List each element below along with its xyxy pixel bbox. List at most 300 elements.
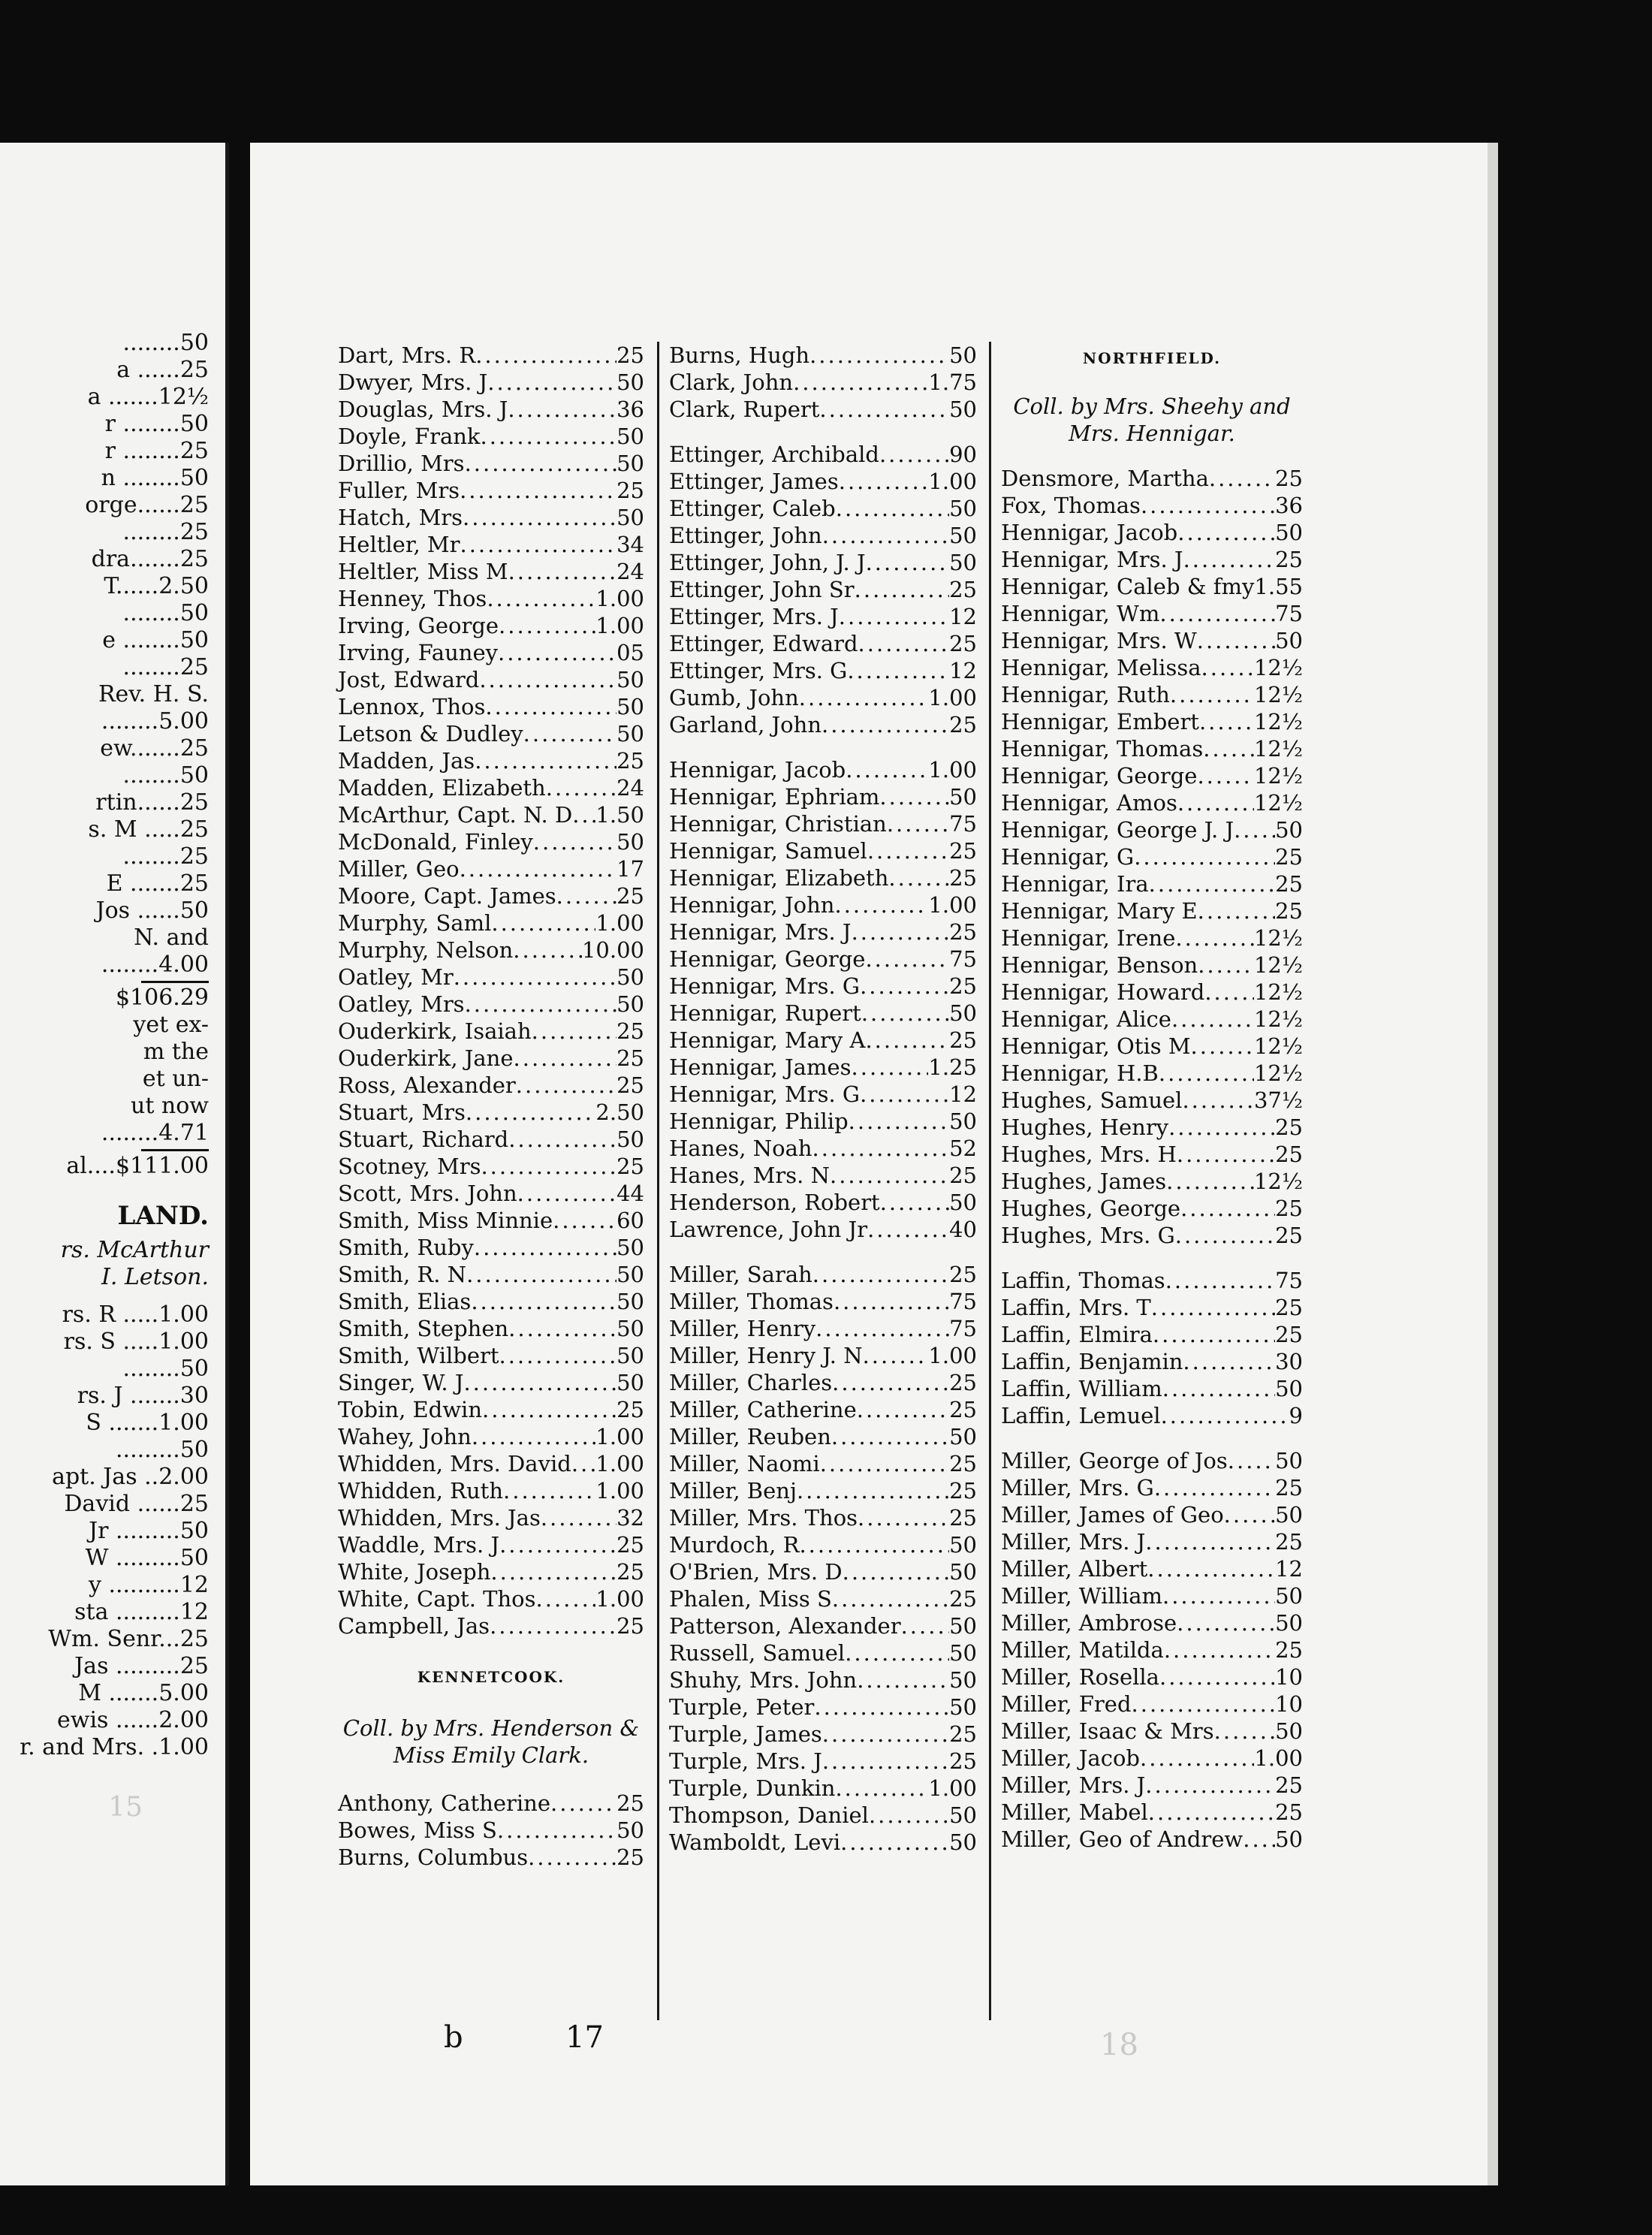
dot-leader xyxy=(869,1802,949,1829)
previous-page-line: David ......25 xyxy=(64,1491,209,1517)
list-item xyxy=(338,1531,644,1558)
entry-amount: 25 xyxy=(1275,547,1303,572)
dot-leader xyxy=(1177,1141,1275,1168)
entry-name: Hughes, Mrs. H xyxy=(1001,1142,1177,1167)
entry-name: Dwyer, Mrs. J xyxy=(338,369,488,395)
list-item xyxy=(338,1261,644,1288)
list-item xyxy=(1001,1745,1303,1772)
list-item xyxy=(338,1045,644,1072)
list-item xyxy=(669,1694,977,1721)
dot-leader xyxy=(860,1081,949,1108)
entry-name: Smith, Ruby xyxy=(338,1235,474,1260)
dot-leader xyxy=(1214,1718,1275,1745)
list-item xyxy=(1001,1528,1303,1555)
entry-name: Hatch, Mrs xyxy=(338,505,463,530)
entry-name: Hennigar, Mrs. J xyxy=(1001,547,1183,572)
entry-amount: 10 xyxy=(1275,1691,1303,1717)
dot-leader xyxy=(860,973,949,1000)
list-item xyxy=(1001,1222,1303,1249)
dot-leader xyxy=(822,522,949,549)
list-item xyxy=(669,1802,977,1829)
dot-leader xyxy=(482,1396,616,1423)
entry-amount: 34 xyxy=(616,532,644,557)
page xyxy=(250,143,1498,2185)
list-item xyxy=(669,657,977,684)
entry-amount: 25 xyxy=(1275,466,1303,491)
previous-page-line: ........5.00 xyxy=(101,708,209,734)
list-item xyxy=(338,909,644,937)
entry-name: Turple, Dunkin xyxy=(669,1775,836,1801)
previous-page-line: E .......25 xyxy=(106,870,209,897)
entry-name: Miller, Matilda xyxy=(1001,1637,1164,1663)
dot-leader xyxy=(516,1072,616,1099)
entry-amount: 10 xyxy=(1275,1664,1303,1690)
entry-name: Ettinger, Edward xyxy=(669,631,858,656)
list-item xyxy=(669,1558,977,1585)
list-item xyxy=(669,1612,977,1639)
list-item xyxy=(338,477,644,504)
dot-leader xyxy=(1159,1060,1254,1087)
entry-name: Bowes, Miss S xyxy=(338,1817,497,1843)
dot-leader xyxy=(1162,1582,1275,1609)
entry-name: Miller, Mabel xyxy=(1001,1799,1148,1825)
dot-leader xyxy=(1159,600,1275,627)
dot-leader xyxy=(852,1054,929,1081)
dot-leader xyxy=(1182,1087,1254,1114)
entry-name: Hennigar, Rupert xyxy=(669,1000,861,1026)
dot-leader xyxy=(830,1162,949,1189)
entry-amount: 50 xyxy=(616,1343,644,1368)
entry-amount: 25 xyxy=(616,1790,644,1816)
dot-leader xyxy=(1177,519,1275,546)
entry-amount: 50 xyxy=(949,1613,977,1639)
dot-leader xyxy=(523,720,616,747)
dot-leader xyxy=(814,1694,949,1721)
list-item xyxy=(1001,1582,1303,1609)
page-number: 17 xyxy=(565,2020,604,2055)
entry-amount: 50 xyxy=(1275,1583,1303,1609)
entry-name: Lennox, Thos xyxy=(338,694,486,719)
previous-page-line: Jas .........25 xyxy=(74,1653,209,1679)
dot-leader xyxy=(508,1315,616,1342)
dot-leader xyxy=(1175,924,1254,952)
entry-amount: 50 xyxy=(949,1667,977,1693)
dot-leader xyxy=(1166,1168,1254,1195)
entry-name: Murphy, Saml xyxy=(338,910,492,936)
list-item xyxy=(1001,492,1303,519)
list-item xyxy=(338,693,644,720)
list-item xyxy=(1001,1087,1303,1114)
list-item xyxy=(669,1369,977,1396)
dot-leader xyxy=(845,1639,949,1666)
entry-name: Hughes, James xyxy=(1001,1169,1167,1194)
dot-leader xyxy=(1151,1294,1275,1321)
entry-name: Miller, Albert xyxy=(1001,1556,1148,1582)
entry-name: Ettinger, Mrs. J xyxy=(669,604,839,629)
entry-name: Hennigar, Ephriam xyxy=(669,784,880,810)
entry-amount: 50 xyxy=(616,1127,644,1152)
entry-name: Laffin, Lemuel xyxy=(1001,1403,1161,1428)
entry-name: Ettinger, Archibald xyxy=(669,442,879,467)
previous-page-line: rtin......25 xyxy=(95,789,209,816)
entry-amount: 1.00 xyxy=(928,757,977,783)
entry-amount: 50 xyxy=(616,694,644,719)
list-item xyxy=(338,1207,644,1234)
previous-page-line: ew.......25 xyxy=(100,735,209,762)
dot-leader xyxy=(1234,816,1275,843)
entry-amount: 1.00 xyxy=(928,469,977,494)
entry-amount: 50 xyxy=(949,1694,977,1720)
list-item xyxy=(669,603,977,630)
entry-name: Smith, Miss Minnie xyxy=(338,1208,553,1233)
entry-amount: 50 xyxy=(949,342,977,368)
entry-name: Miller, Sarah xyxy=(669,1262,812,1287)
entry-amount: 12½ xyxy=(1253,1033,1303,1059)
list-item xyxy=(1001,870,1303,897)
entry-amount: 25 xyxy=(616,1559,644,1585)
entry-amount: 12½ xyxy=(1253,736,1303,762)
dot-leader xyxy=(1141,492,1275,519)
dot-leader xyxy=(490,1612,616,1639)
list-item xyxy=(338,396,644,423)
entry-name: Fox, Thomas xyxy=(1001,493,1141,518)
dot-leader xyxy=(1201,654,1254,681)
column-rule xyxy=(657,342,659,2020)
previous-page-line: orge......25 xyxy=(85,492,209,518)
entry-name: Miller, Isaac & Mrs xyxy=(1001,1718,1214,1744)
list-item xyxy=(1001,573,1303,600)
dot-leader xyxy=(1164,1636,1275,1663)
list-item xyxy=(669,1477,977,1504)
entry-amount: 25 xyxy=(949,865,977,891)
previous-page-line: r ........25 xyxy=(104,438,209,464)
list-item xyxy=(1001,924,1303,952)
dot-leader xyxy=(820,1450,949,1477)
dot-leader xyxy=(533,828,616,855)
list-item xyxy=(1001,600,1303,627)
dot-leader xyxy=(858,630,950,657)
list-item xyxy=(669,1396,977,1423)
list-item xyxy=(1001,789,1303,816)
previous-page-line: y ..........12 xyxy=(88,1572,209,1598)
previous-page-line: r ........50 xyxy=(104,411,209,437)
dot-leader xyxy=(1177,789,1254,816)
list-item xyxy=(1001,546,1303,573)
dot-leader xyxy=(832,1369,949,1396)
dot-leader xyxy=(799,684,929,711)
entry-name: Hughes, Henry xyxy=(1001,1114,1169,1140)
entry-name: Scott, Mrs. John xyxy=(338,1181,517,1206)
previous-page-line: yet ex- xyxy=(133,1012,209,1038)
dot-leader xyxy=(1149,870,1275,897)
entry-amount: 12½ xyxy=(1253,952,1303,978)
entry-name: Garland, John xyxy=(669,712,821,737)
entry-amount: 25 xyxy=(1275,1196,1303,1221)
list-item xyxy=(669,1081,977,1108)
list-item xyxy=(1001,1663,1303,1691)
entry-name: Hughes, Samuel xyxy=(1001,1087,1183,1113)
dot-leader xyxy=(835,891,929,918)
list-item xyxy=(338,991,644,1018)
entry-name: Miller, Geo of Andrew xyxy=(1001,1826,1244,1852)
entry-amount: 50 xyxy=(1275,1376,1303,1401)
dot-leader xyxy=(879,441,949,468)
list-item xyxy=(338,1126,644,1153)
dot-leader xyxy=(466,1099,596,1126)
entry-amount: 12½ xyxy=(1253,709,1303,734)
dot-leader xyxy=(499,1342,617,1369)
entry-name: Hennigar, Mary E xyxy=(1001,898,1198,924)
dot-leader xyxy=(546,774,616,801)
dot-leader xyxy=(490,1558,616,1585)
collector-line: Coll. by Mrs. Henderson & xyxy=(342,1715,640,1741)
list-item xyxy=(338,1423,644,1450)
dot-leader xyxy=(513,937,582,964)
entry-amount: 36 xyxy=(616,397,644,422)
list-item xyxy=(669,1189,977,1216)
entry-name: Miller, Reuben xyxy=(669,1424,831,1449)
list-item xyxy=(1001,519,1303,546)
previous-page-line: et un- xyxy=(142,1066,209,1092)
list-item xyxy=(669,396,977,423)
entry-name: Doyle, Frank xyxy=(338,424,481,449)
entry-name: Stuart, Richard xyxy=(338,1127,509,1152)
dot-leader xyxy=(487,585,595,612)
previous-page-line: al....$111.00 xyxy=(66,1153,209,1179)
signature-mark: b xyxy=(444,2020,463,2055)
entry-amount: 12 xyxy=(1275,1556,1303,1582)
dot-leader xyxy=(888,864,949,891)
entry-amount: 50 xyxy=(949,1190,977,1215)
previous-page-line: ........25 xyxy=(122,654,209,680)
entry-amount: 25 xyxy=(949,1397,977,1422)
previous-page-line: S .......1.00 xyxy=(86,1410,209,1436)
dot-leader xyxy=(481,423,617,450)
list-item xyxy=(1001,681,1303,708)
entry-name: Hennigar, Christian xyxy=(669,811,887,837)
entry-amount: 50 xyxy=(616,505,644,530)
list-item xyxy=(338,1099,644,1126)
dot-leader xyxy=(1140,1745,1254,1772)
entry-amount: 25 xyxy=(949,712,977,737)
dot-leader xyxy=(797,1477,949,1504)
list-item xyxy=(669,1135,977,1162)
entry-amount: 25 xyxy=(949,1505,977,1531)
dot-leader xyxy=(1183,1348,1275,1375)
entry-name: Miller, Mrs. J xyxy=(1001,1772,1146,1798)
entry-amount: 50 xyxy=(949,496,977,521)
entry-amount: 1.00 xyxy=(928,1775,977,1801)
dot-leader xyxy=(1198,897,1275,924)
dot-leader xyxy=(536,1585,596,1612)
list-item xyxy=(669,1829,977,1856)
list-item xyxy=(669,1288,977,1315)
entry-name: Ettinger, Caleb xyxy=(669,496,836,521)
list-item xyxy=(669,468,977,495)
entry-amount: 1.00 xyxy=(595,1586,644,1612)
entry-name: Irving, George xyxy=(338,613,499,638)
dot-leader xyxy=(858,1504,949,1531)
entry-name: Hughes, Mrs. G xyxy=(1001,1223,1175,1248)
entry-name: O'Brien, Mrs. D xyxy=(669,1559,843,1585)
dot-leader xyxy=(1153,1321,1275,1348)
dot-leader xyxy=(857,1396,949,1423)
entry-name: Hennigar, Jacob xyxy=(1001,520,1178,545)
entry-amount: 1.00 xyxy=(595,910,644,936)
entry-name: Miller, Mrs. G xyxy=(1001,1475,1154,1501)
previous-page-line: Wm. Senr...25 xyxy=(48,1626,209,1652)
list-item xyxy=(338,828,644,855)
list-item xyxy=(669,1721,977,1748)
entry-amount: 50 xyxy=(616,721,644,747)
dot-leader xyxy=(1175,1222,1275,1249)
entry-amount: 1.00 xyxy=(928,892,977,918)
total-rule xyxy=(141,981,209,983)
entry-amount: 25 xyxy=(1275,1799,1303,1825)
entry-name: Smith, Elias xyxy=(338,1289,472,1314)
previous-page-line: $106.29 xyxy=(115,985,209,1011)
entry-name: Hennigar, Otis M xyxy=(1001,1033,1191,1059)
list-item xyxy=(1001,1168,1303,1195)
entry-amount: 1.00 xyxy=(595,613,644,638)
entry-amount: 25 xyxy=(616,883,644,909)
entry-name: Hennigar, Jacob xyxy=(669,757,846,783)
entry-name: Miller, Catherine xyxy=(669,1397,857,1422)
entry-name: Tobin, Edwin xyxy=(338,1397,483,1422)
entry-amount: 25 xyxy=(1275,1637,1303,1663)
entry-amount: 25 xyxy=(616,1045,644,1071)
entry-amount: 50 xyxy=(949,1424,977,1449)
entry-name: Wamboldt, Levi xyxy=(669,1829,841,1855)
previous-page-line: ........25 xyxy=(122,843,209,870)
previous-page-line: ........4.71 xyxy=(101,1120,209,1146)
list-item xyxy=(338,720,644,747)
list-item xyxy=(669,891,977,918)
dot-leader xyxy=(866,549,950,576)
previous-page-line: rs. J .......30 xyxy=(77,1383,209,1409)
list-item xyxy=(338,1315,644,1342)
dot-leader xyxy=(834,1288,949,1315)
list-item xyxy=(338,1504,644,1531)
entry-amount: 25 xyxy=(1275,1223,1303,1248)
list-item xyxy=(669,837,977,864)
list-item xyxy=(1001,1609,1303,1636)
entry-name: Hennigar, Mrs. J xyxy=(669,919,852,945)
entry-amount: 25 xyxy=(949,1451,977,1476)
entry-amount: 1.00 xyxy=(928,685,977,710)
dot-leader xyxy=(508,558,617,585)
entry-name: Hennigar, Thomas xyxy=(1001,736,1204,762)
dot-leader xyxy=(799,1531,949,1558)
list-item xyxy=(669,495,977,522)
entry-name: Burns, Hugh xyxy=(669,342,810,368)
dot-leader xyxy=(846,756,928,783)
dot-leader xyxy=(460,855,617,882)
dot-leader xyxy=(857,1666,949,1694)
list-item xyxy=(669,342,977,369)
list-item xyxy=(669,1216,977,1243)
entry-name: Hennigar, Amos xyxy=(1001,790,1177,816)
dot-leader xyxy=(1243,1826,1275,1853)
dot-leader xyxy=(840,1829,949,1856)
dot-leader xyxy=(1147,1555,1275,1582)
list-item xyxy=(669,522,977,549)
dot-leader xyxy=(832,1585,949,1612)
dot-leader xyxy=(852,918,950,946)
entry-amount: 50 xyxy=(1275,628,1303,653)
dot-leader xyxy=(472,1423,596,1450)
list-item xyxy=(669,973,977,1000)
entry-amount: 25 xyxy=(949,973,977,999)
entry-amount: 12½ xyxy=(1253,790,1303,816)
entry-amount: 12 xyxy=(949,658,977,683)
entry-name: Oatley, Mrs xyxy=(338,991,465,1017)
list-item xyxy=(1001,1718,1303,1745)
dot-leader xyxy=(1148,1799,1275,1826)
dot-leader xyxy=(793,369,928,396)
dot-leader xyxy=(528,1844,616,1871)
entry-amount: 50 xyxy=(616,667,644,692)
list-item xyxy=(669,684,977,711)
entry-name: White, Joseph xyxy=(338,1559,491,1585)
entry-amount: 37½ xyxy=(1253,1087,1303,1113)
entry-amount: 05 xyxy=(616,640,644,665)
entry-name: Hennigar, Mrs. W xyxy=(1001,628,1197,653)
entry-amount: 12½ xyxy=(1253,682,1303,707)
dot-leader xyxy=(556,882,616,909)
entry-name: Campbell, Jas xyxy=(338,1613,490,1639)
entry-name: Hennigar, Ira xyxy=(1001,871,1149,897)
entry-amount: 25 xyxy=(1275,1322,1303,1347)
entry-amount: 2.50 xyxy=(595,1099,644,1125)
dot-leader xyxy=(880,1189,949,1216)
list-item xyxy=(1001,1141,1303,1168)
previous-page-line: a ......25 xyxy=(116,357,209,383)
entry-amount: 50 xyxy=(616,1370,644,1395)
dot-leader xyxy=(498,639,616,666)
entry-name: Hennigar, Wm xyxy=(1001,601,1160,626)
entry-name: Hennigar, Alice xyxy=(1001,1006,1171,1032)
dot-leader xyxy=(1162,1375,1275,1402)
previous-page-line: ........25 xyxy=(122,519,209,545)
entry-amount: 25 xyxy=(949,1586,977,1612)
entry-amount: 25 xyxy=(1275,1529,1303,1555)
entry-name: Miller, Fred xyxy=(1001,1691,1132,1717)
entry-name: Laffin, Benjamin xyxy=(1001,1349,1183,1374)
entry-name: Laffin, William xyxy=(1001,1376,1162,1401)
list-item xyxy=(338,1288,644,1315)
dot-leader xyxy=(831,1423,949,1450)
list-item xyxy=(1001,1402,1303,1429)
entry-name: Miller, Ambrose xyxy=(1001,1610,1177,1636)
dot-leader xyxy=(1165,1267,1275,1294)
dot-leader xyxy=(1159,1663,1275,1691)
entry-name: Hennigar, Irene xyxy=(1001,925,1176,951)
entry-amount: 75 xyxy=(1275,1268,1303,1293)
entry-amount: 50 xyxy=(616,1817,644,1843)
entry-name: Ross, Alexander xyxy=(338,1072,516,1098)
list-item xyxy=(338,423,644,450)
dot-leader xyxy=(867,1216,949,1243)
entry-amount: 12 xyxy=(949,604,977,629)
list-item xyxy=(669,1504,977,1531)
entry-name: Hennigar, Melissa xyxy=(1001,655,1201,680)
entry-amount: 1.00 xyxy=(595,586,644,611)
entry-name: Miller, Charles xyxy=(669,1370,833,1395)
entry-amount: 1.75 xyxy=(928,369,977,395)
list-item xyxy=(338,585,644,612)
entry-name: Miller, Rosella xyxy=(1001,1664,1159,1690)
